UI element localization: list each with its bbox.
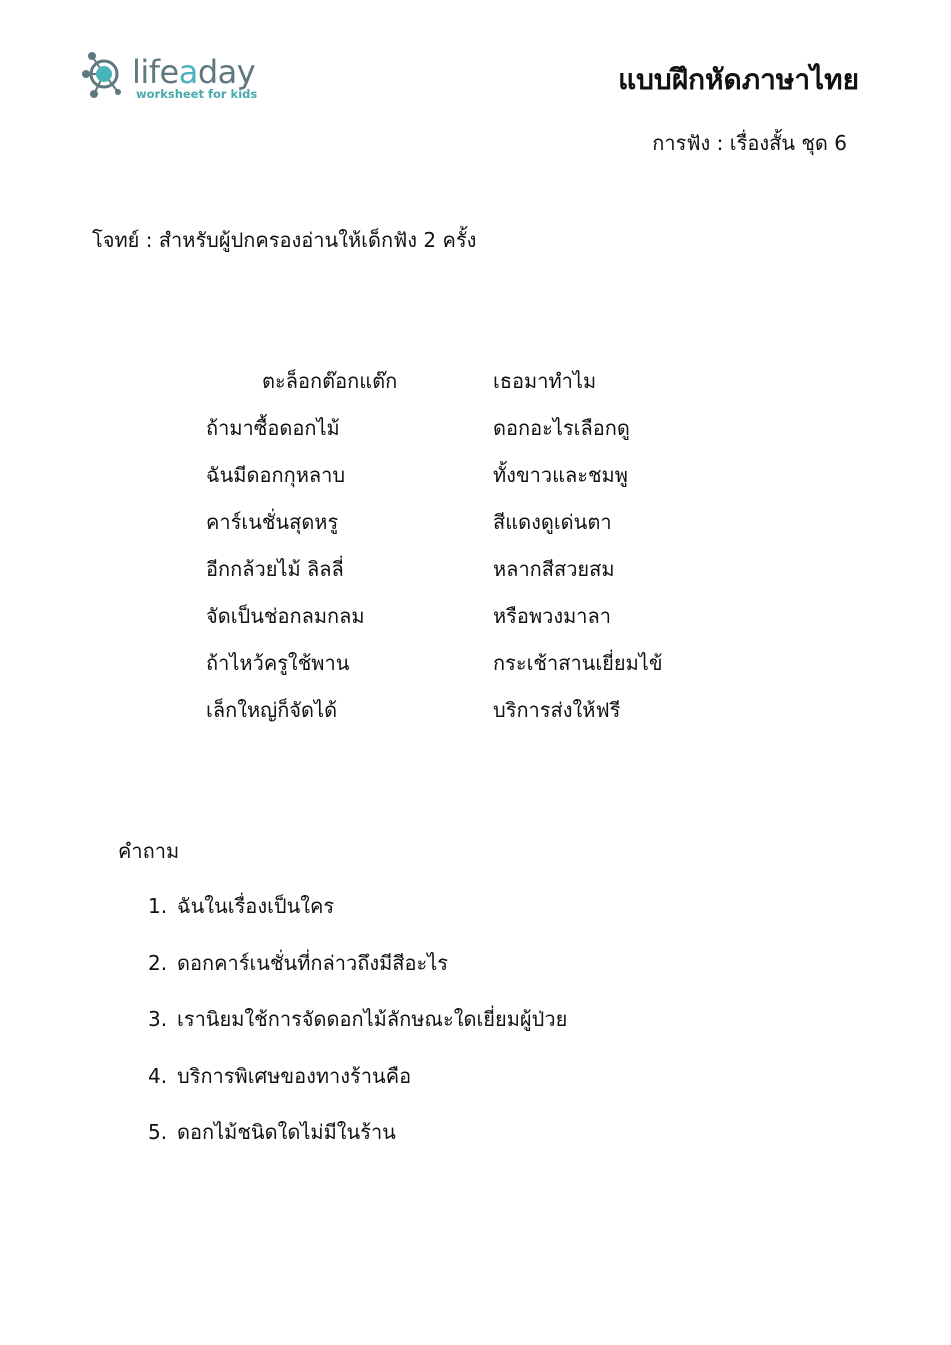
question-text: ดอกไม้ชนิดใดไม่มีในร้าน	[177, 1120, 396, 1144]
poem-left-verse: อีกกล้วยไม้ ลิลลี่	[206, 557, 344, 581]
logo	[82, 50, 272, 106]
poem-line	[0, 590, 951, 637]
poem-right-verse: กระเช้าสานเยี่ยมไข้	[493, 651, 663, 675]
poem-right-verse: สีแดงดูเด่นตา	[493, 510, 612, 534]
poem-right-verse: บริการส่งให้ฟรี	[493, 698, 621, 722]
poem-line	[0, 637, 951, 684]
question-number: 4.	[148, 1063, 168, 1088]
poem-right-verse: เธอมาทำไม	[493, 369, 597, 393]
question-item	[148, 890, 567, 947]
poem-line	[0, 355, 951, 402]
question-number: 3.	[148, 1007, 168, 1031]
poem-left-verse: ถ้ามาซื้อดอกไม้	[206, 416, 340, 440]
poem-right-verse: ดอกอะไรเลือกดู	[493, 416, 630, 440]
question-text: ฉันในเรื่องเป็นใคร	[177, 894, 335, 918]
question-number: 2.	[148, 950, 168, 975]
questions-heading: คำถาม	[118, 839, 180, 863]
poem-left-verse: เล็กใหญ่ก็จัดได้	[206, 698, 338, 722]
poem-line	[0, 449, 951, 496]
poem-line	[0, 684, 951, 731]
molecule-logo-icon	[82, 50, 130, 100]
question-text: บริการพิเศษของทางร้านคือ	[177, 1063, 412, 1088]
poem-line	[0, 496, 951, 543]
poem-right-verse: ทั้งขาวและชมพู	[493, 463, 628, 487]
logo-wordmark: lifeaday	[132, 53, 256, 91]
question-text: เรานิยมใช้การจัดดอกไม้ลักษณะใดเยี่ยมผู้ป่วย	[177, 1007, 568, 1031]
poem	[0, 355, 951, 731]
poem-left-verse: จัดเป็นช่อกลมกลม	[206, 604, 365, 628]
page-subtitle: การฟัง : เรื่องสั้น ชุด 6	[652, 131, 847, 155]
poem-left-verse: ตะล็อกต๊อกแต๊ก	[262, 369, 398, 393]
logo-tagline: worksheet for kids	[136, 87, 258, 101]
poem-left-verse: คาร์เนชั่นสุดหรู	[206, 510, 339, 534]
question-item	[148, 1060, 567, 1117]
question-item	[148, 947, 567, 1004]
question-number: 5.	[148, 1120, 168, 1144]
poem-line	[0, 402, 951, 449]
poem-right-verse: หรือพวงมาลา	[493, 604, 612, 628]
question-number: 1.	[148, 894, 168, 918]
poem-left-verse: ถ้าไหว้ครูใช้พาน	[206, 651, 350, 675]
question-item	[148, 1116, 567, 1173]
poem-line	[0, 543, 951, 590]
question-text: ดอกคาร์เนชั่นที่กล่าวถึงมีสีอะไร	[177, 950, 449, 975]
poem-left-verse: ฉันมีดอกกุหลาบ	[206, 463, 346, 487]
question-list	[148, 890, 567, 1173]
poem-right-verse: หลากสีสวยสม	[493, 557, 615, 581]
question-item	[148, 1003, 567, 1060]
instruction-text: โจทย์ : สำหรับผู้ปกครองอ่านให้เด็กฟัง 2 ครั้ง	[92, 228, 477, 252]
page-title: แบบฝึกหัดภาษาไทย	[618, 63, 859, 96]
